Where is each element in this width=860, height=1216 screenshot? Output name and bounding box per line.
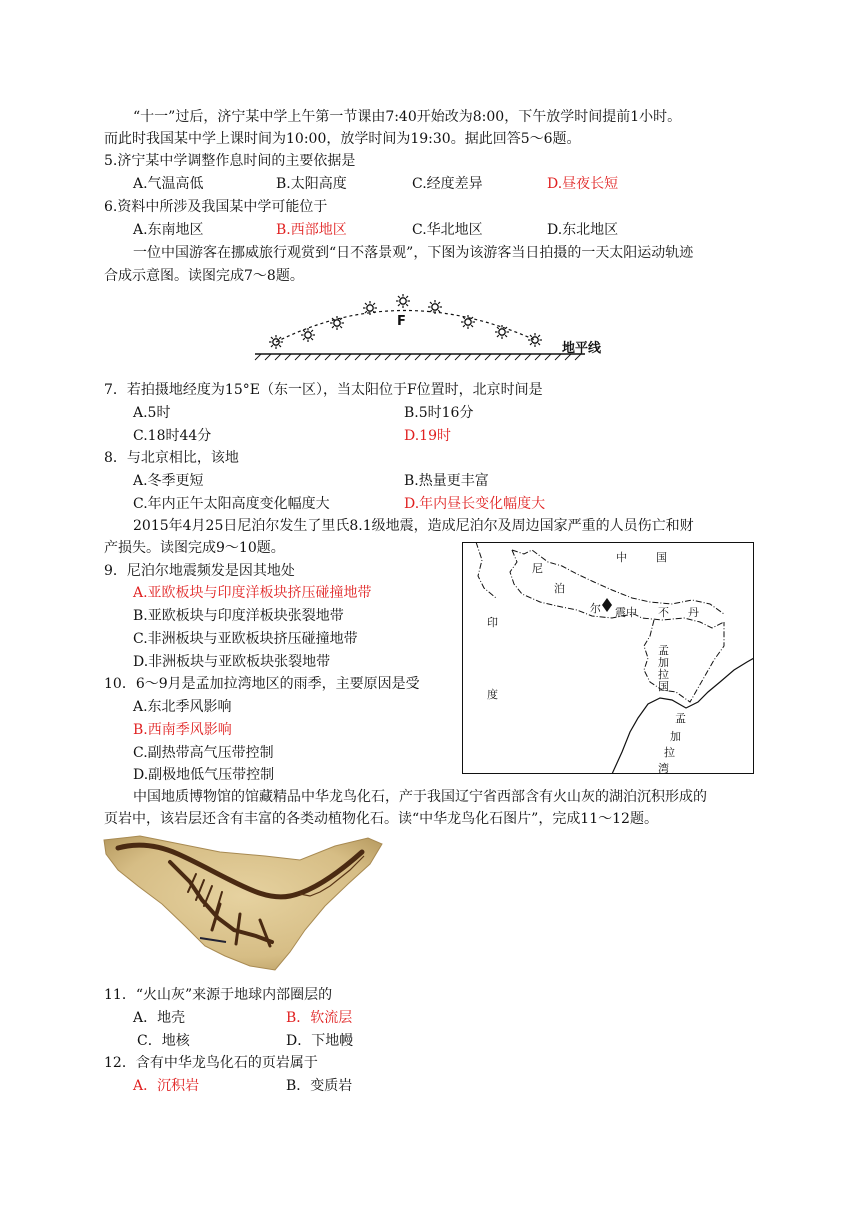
map-label-bangladesh-4: 国 <box>658 680 669 693</box>
q8-option-c: C.年内正午太阳高度变化幅度大 <box>133 496 330 512</box>
map-label-india-2: 度 <box>487 688 498 701</box>
q10-option-a: A.东北季风影响 <box>133 699 232 715</box>
q10-option-d: D.副极地低气压带控制 <box>133 767 275 783</box>
q6-option-d: D.东北地区 <box>547 222 619 238</box>
intro-9-10-line2: 产损失。读图完成9～10题。 <box>104 540 285 556</box>
q6-option-b-answer: B.西部地区 <box>276 222 347 238</box>
map-label-bay-1: 孟 <box>675 712 686 725</box>
map-label-bangladesh-3: 拉 <box>658 668 669 681</box>
q6-option-a: A.东南地区 <box>133 222 204 238</box>
q9-option-d: D.非洲板块与亚欧板块张裂地带 <box>133 654 331 670</box>
intro-7-8-line1: 一位中国游客在挪威旅行观赏到“日不落景观”，下图为该游客当日拍摄的一天太阳运动轨迹 <box>133 245 694 261</box>
q12-option-b: B．变质岩 <box>286 1078 353 1094</box>
q7-option-d-answer: D.19时 <box>404 428 451 444</box>
q11-option-a: A．地壳 <box>133 1010 186 1026</box>
q7-option-b: B.5时16分 <box>404 405 474 421</box>
intro-5-6-line2: 而此时我国某中学上课时间为10:00，放学时间为19:30。据此回答5～6题。 <box>104 131 581 147</box>
sun-icon-f-position <box>396 294 410 308</box>
question-7-stem: 7．若拍摄地经度为15°E（东一区），当太阳位于F位置时，北京时间是 <box>104 382 543 398</box>
q11-option-c: C．地核 <box>137 1033 190 1049</box>
q8-option-a: A.冬季更短 <box>133 473 204 489</box>
question-12-stem: 12．含有中华龙鸟化石的页岩属于 <box>104 1055 318 1071</box>
q11-option-d: D．下地幔 <box>286 1033 354 1049</box>
map-label-china-1: 中 <box>616 551 627 564</box>
horizon-hatching <box>255 354 581 360</box>
q11-option-b-answer: B．软流层 <box>286 1010 353 1026</box>
q9-option-b: B.亚欧板块与印度洋板块张裂地带 <box>133 608 344 624</box>
map-label-bay-2: 加 <box>670 730 681 743</box>
sinosauropteryx-fossil-image <box>100 834 385 974</box>
question-8-stem: 8．与北京相比，该地 <box>104 450 239 466</box>
question-6-stem: 6.资料中所涉及我国某中学可能位于 <box>104 199 328 215</box>
map-label-bay-4: 湾 <box>658 762 669 774</box>
q8-option-b: B.热量更丰富 <box>404 473 489 489</box>
q5-option-a: A.气温高低 <box>133 176 204 192</box>
question-11-stem: 11．“火山灰”来源于地球内部圈层的 <box>104 987 333 1003</box>
intro-9-10-line1: 2015年4月25日尼泊尔发生了里氏8.1级地震，造成尼泊尔及周边国家严重的人员伤亡和财 <box>133 518 694 534</box>
sun-path-diagram <box>250 290 630 370</box>
question-10-stem: 10．6～9月是孟加拉湾地区的雨季，主要原因是受 <box>104 676 420 692</box>
map-label-epicenter: 震中 <box>615 606 637 619</box>
sun-icon <box>528 333 542 347</box>
q9-option-c: C.非洲板块与亚欧板块挤压碰撞地带 <box>133 631 358 647</box>
map-label-china-2: 国 <box>656 551 667 564</box>
q7-option-c: C.18时44分 <box>133 428 212 444</box>
map-label-bay-3: 拉 <box>664 746 675 759</box>
intro-7-8-line2: 合成示意图。读图完成7～8题。 <box>104 268 304 284</box>
q8-option-d-answer: D.年内昼长变化幅度大 <box>404 496 546 512</box>
sun-icon <box>428 300 442 314</box>
q5-option-d-answer: D.昼夜长短 <box>547 176 619 192</box>
q7-option-a: A.5时 <box>133 405 171 421</box>
horizon-label: 地平线 <box>562 341 602 356</box>
sun-icon <box>330 316 344 330</box>
q12-option-a-answer: A．沉积岩 <box>133 1078 200 1094</box>
map-label-nepal-1: 尼 <box>532 562 543 575</box>
map-label-bhutan-2: 丹 <box>688 606 699 619</box>
question-5-stem: 5.济宁某中学调整作息时间的主要依据是 <box>104 153 356 169</box>
map-label-nepal-3: 尔 <box>590 602 601 615</box>
sun-icon <box>363 301 377 315</box>
map-label-bangladesh-2: 加 <box>658 656 669 669</box>
q6-option-c: C.华北地区 <box>412 222 483 238</box>
point-f-label: F <box>397 314 406 329</box>
q5-option-c: C.经度差异 <box>412 176 483 192</box>
map-label-india-1: 印 <box>487 616 498 629</box>
q10-option-c: C.副热带高气压带控制 <box>133 745 274 761</box>
question-9-stem: 9．尼泊尔地震频发是因其地处 <box>104 563 295 579</box>
sun-icon <box>495 325 509 339</box>
intro-5-6-line1: “十一”过后，济宁某中学上午第一节课由7:40开始改为8:00，下午放学时间提前1小时。 <box>133 109 682 125</box>
intro-11-12-line2: 页岩中，该岩层还含有丰富的各类动植物化石。读“中华龙鸟化石图片”，完成11～12题。 <box>104 811 658 827</box>
map-label-bhutan-1: 不 <box>658 606 669 619</box>
nepal-region-map <box>462 542 754 774</box>
q5-option-b: B.太阳高度 <box>276 176 347 192</box>
map-label-nepal-2: 泊 <box>554 582 565 595</box>
intro-11-12-line1: 中国地质博物馆的馆藏精品中华龙鸟化石，产于我国辽宁省西部含有火山灰的湖泊沉积形成的 <box>133 789 707 805</box>
q9-option-a-answer: A.亚欧板块与印度洋板块挤压碰撞地带 <box>133 585 372 601</box>
sun-icon <box>461 315 475 329</box>
sun-icon <box>301 328 315 342</box>
q10-option-b-answer: B.西南季风影响 <box>133 722 232 738</box>
map-label-bangladesh-1: 孟 <box>658 644 669 657</box>
